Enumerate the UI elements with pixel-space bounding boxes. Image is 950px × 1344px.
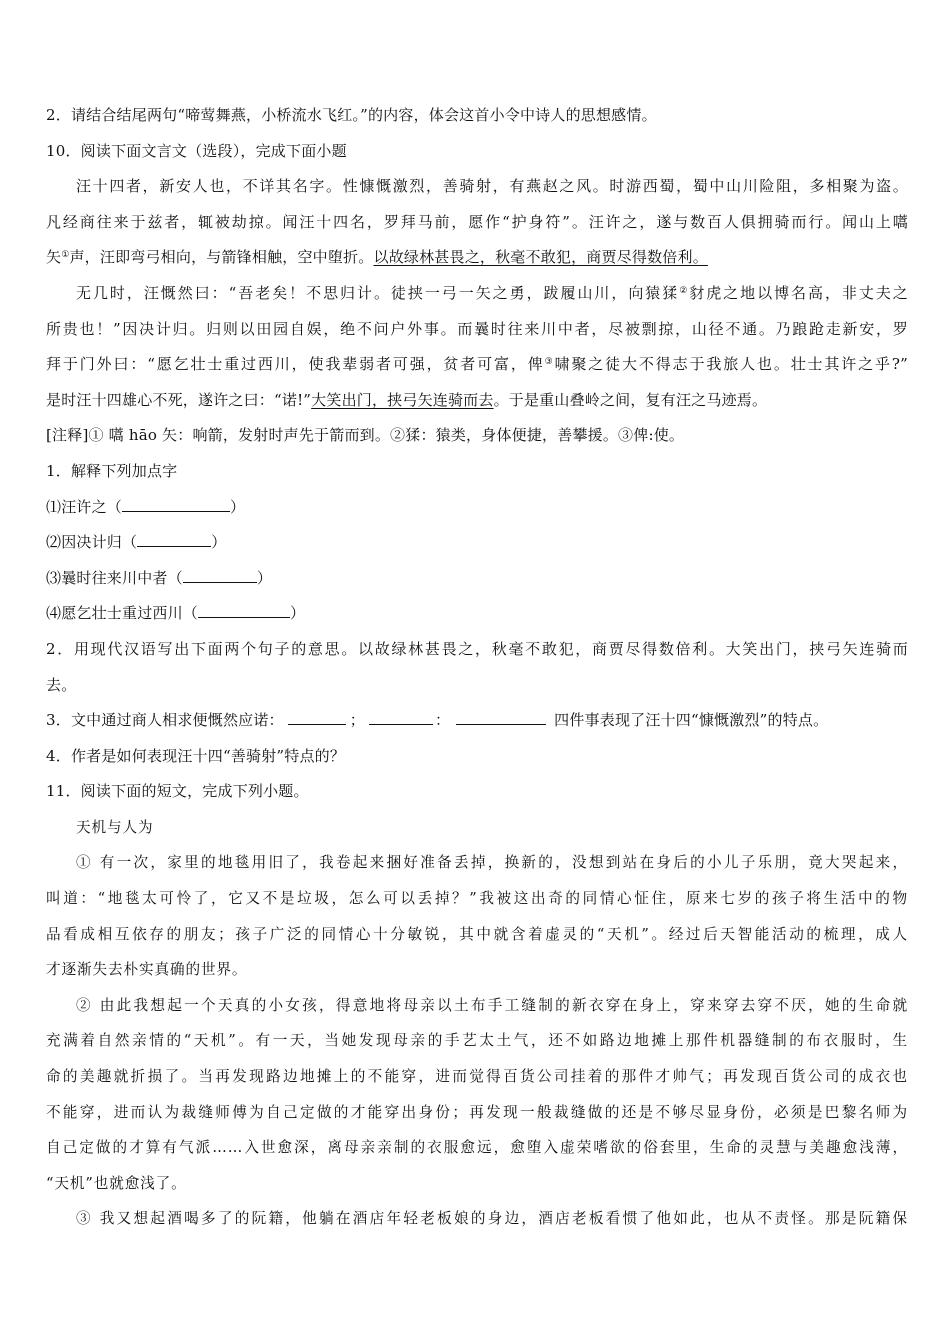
passage-p1-line3 — [46, 240, 908, 276]
essay-para1-line3: 品看成相互依存的朋友；孩子广泛的同情心十分敏锐，其中就含着虚灵的“天机”。经过后天智能活动的梳理，成人 — [46, 925, 908, 943]
item-number: ⑷ — [46, 604, 62, 623]
question-1-heading: 1．解释下列加点字 — [46, 461, 178, 480]
item-text: 汪许之（ — [61, 497, 123, 516]
text: 声，汪即弯弓相向，与箭锋相触，空中堕折。 — [69, 248, 374, 267]
passage-p1-line1: 汪十四者，新安人也，不详其名字。性慷慨激烈，善骑射，有燕赵之风。时游西蜀，蜀中山川险阻，多相聚为盗。 — [76, 177, 908, 196]
text: 四件事表现了汪十四“慷慨激烈”的特点。 — [554, 711, 829, 730]
answer-blank-2[interactable] — [369, 710, 433, 725]
separator: ； — [349, 711, 365, 730]
question-2-line2: 去。 — [46, 675, 77, 694]
passage-p2-line4 — [46, 383, 908, 419]
question-3 — [46, 703, 908, 739]
passage-p2-line1 — [46, 276, 908, 312]
item-text: 因决计归（ — [61, 533, 138, 552]
passage-p1-line2: 凡经商往来于兹者，辄被劫掠。闻汪十四名，罗拜马前，愿作“护身符”。汪许之，遂与数百人俱拥骑而行。闻山上嚆 — [46, 212, 908, 231]
answer-blank[interactable] — [122, 497, 230, 512]
question-1-item-1 — [46, 490, 908, 526]
question-11-heading: 11．阅读下面的短文，完成下列小题。 — [46, 782, 309, 801]
answer-blank-3[interactable] — [456, 710, 546, 725]
question-10-heading: 10．阅读下面文言文（选段），完成下面小题 — [46, 141, 347, 160]
essay-para2-line1: ② 由此我想起一个天真的小女孩，得意地将母亲以土布手工缝制的新衣穿在身上，穿来穿去穿不厌，她的生命就 — [76, 996, 908, 1014]
item-text: 曩时往来川中者（ — [61, 568, 183, 587]
annotations: [注释]① 嚆 hāo 矢：响箭，发射时声先于箭而到。②猱：猿类，身体便捷，善攀援。③俾:使。 — [46, 426, 685, 445]
text: 啸聚之徒大不得志于我旅人也。壮士其许之乎?” — [554, 355, 908, 374]
underlined-sentence-1: 以故绿林甚畏之，秋毫不敢犯，商贾尽得数倍利。 — [373, 248, 708, 267]
underlined-sentence-2: 大笑出门，挟弓矢连骑而去 — [311, 390, 494, 409]
paren: ） — [256, 568, 273, 587]
passage-p2-line3 — [46, 347, 908, 383]
answer-blank[interactable] — [137, 532, 211, 547]
essay-para2-line5: 自己定做的才算有气派……入世愈深，离母亲亲制的衣服愈远，愈堕入虚荣嗜欲的俗套里，生命的灵慧与美趣愈浅薄， — [46, 1139, 908, 1157]
essay-para3-line1: ③ 我又想起酒喝多了的阮籍，他躺在酒店年轻老板娘的身边，酒店老板看惯了他如此，也从不责怪。那是阮籍保 — [76, 1210, 908, 1228]
essay-para1-line2: 叫道：“地毯太可怜了，它又不是垃圾，怎么可以丢掉？”我被这出奇的同情心怔住，原来七岁的孩子将生活中的物 — [46, 890, 908, 908]
footnote-marker-2: ② — [679, 285, 690, 296]
answer-blank-1[interactable] — [288, 710, 346, 725]
essay-para2-line2: 充满着自然亲情的“天机”。有一天，当她发现母亲的手艺太土气，还不如路边地摊上那件机器缝制的布衣服时，生 — [46, 1032, 908, 1050]
essay-para2-line6: “天机”也就愈浅了。 — [46, 1174, 187, 1192]
essay-para1-line4: 才逐渐失去朴实真确的世界。 — [46, 961, 248, 979]
document-page — [46, 98, 908, 1237]
passage-p2-line2: 所贵也！”因决计归。归则以田园自娱，绝不问户外事。而曩时往来川中者，尽被剽掠，山径不通。乃踉跄走新安，罗 — [46, 319, 908, 338]
text: 。于是重山叠岭之间，复有汪之马迹焉。 — [493, 390, 768, 409]
question-4: 4．作者是如何表现汪十四“善骑射”特点的？ — [46, 746, 346, 765]
text: 是时汪十四雄心不死，遂许之曰：“诺!” — [46, 390, 312, 409]
paren: ） — [290, 604, 306, 623]
paren: ） — [211, 533, 227, 552]
item-number: ⑴ — [46, 497, 62, 516]
text: 豺虎之地以博名高，非丈夫之 — [689, 283, 908, 302]
text: 3．文中通过商人相求便慨然应诺： — [46, 711, 284, 730]
item-number: ⑵ — [46, 533, 62, 552]
separator: ： — [434, 711, 451, 730]
text: 矢 — [46, 248, 62, 267]
answer-blank[interactable] — [183, 568, 257, 583]
question-2-line1: 2．用现代汉语写出下面两个句子的意思。以故绿林甚畏之，秋毫不敢犯，商贾尽得数倍利。大笑出门，挟弓矢连骑而 — [46, 639, 908, 658]
text: 无几时，汪慨然曰：“吾老矣！不思归计。徒挟一弓一矢之勇，跋履山川，向猿猱 — [76, 283, 680, 302]
question-1-item-4 — [46, 596, 908, 632]
paren: ） — [230, 497, 246, 516]
essay-para2-line4: 不能穿，进而认为裁缝师傅为自己定做的才能穿出身份；再发现一般裁缝做的还是不够尽显身份，必须是巴黎名师为 — [46, 1103, 908, 1121]
question-1-item-2 — [46, 525, 908, 561]
answer-blank[interactable] — [198, 603, 290, 618]
item-text: 愿乞壮士重过西川（ — [61, 604, 199, 623]
essay-title: 天机与人为 — [76, 818, 154, 836]
question-9-2: 2．请结合结尾两句“啼莺舞燕，小桥流水飞红。”的内容，体会这首小令中诗人的思想感情。 — [46, 106, 657, 124]
footnote-marker-1: ① — [61, 250, 70, 261]
question-1-item-3 — [46, 561, 908, 597]
item-number: ⑶ — [46, 568, 62, 587]
essay-para1-line1: ① 有一次，家里的地毯用旧了，我卷起来捆好准备丢掉，换新的，没想到站在身后的小儿子乐朋，竟大哭起来， — [76, 854, 908, 872]
footnote-marker-3: ③ — [544, 357, 555, 368]
text: 拜于门外曰：“愿乞壮士重过西川，使我辈弱者可强，贫者可富，俾 — [46, 355, 545, 374]
essay-para2-line3: 命的美趣就折损了。当再发现路边地摊上的不能穿，进而觉得百货公司挂着的那件才帅气；再发现百货公司的成衣也 — [46, 1068, 908, 1086]
